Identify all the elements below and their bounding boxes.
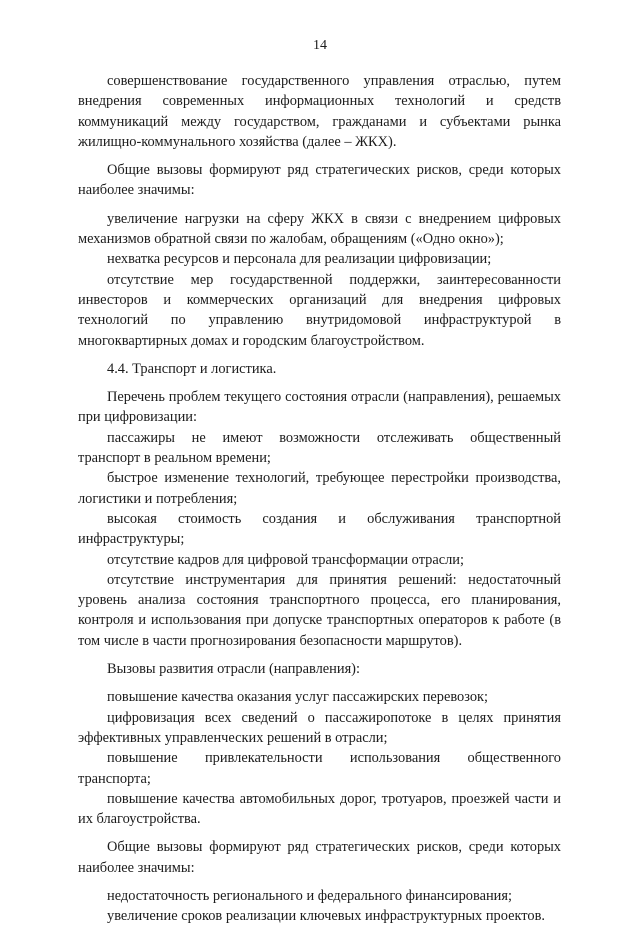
paragraph-risks-intro-2: Общие вызовы формируют ряд стратегических рисков, среди которых наиболее значимы:	[78, 839, 561, 876]
paragraph-problem-tracking: пассажиры не имеют возможности отслеживать общественный транспорт в реальном времени;	[78, 429, 561, 467]
paragraph-egov-improvement: совершенствование государственного управления отраслью, путем внедрения современных информационных технологий и средств коммуникаций между государством, гражданами и субъектами рынка жилищно-коммунального хозяйства (далее – ЖКХ).	[78, 73, 561, 150]
paragraph-challenge-quality: повышение качества оказания услуг пассажирских перевозок;	[107, 689, 489, 706]
section-heading-transport: 4.4. Транспорт и логистика.	[107, 360, 277, 377]
document-body	[78, 71, 561, 927]
paragraph-risk-resources: нехватка ресурсов и персонала для реализации цифровизации;	[107, 251, 492, 268]
page-number: 14	[313, 38, 327, 53]
paragraph-challenge-attractiveness: повышение привлекательности использования общественного транспорта;	[78, 750, 561, 787]
paragraph-risk-load: увеличение нагрузки на сферу ЖКХ в связи с внедрением цифровых механизмов обратной связи по жалобам, обращениям («Одно окно»);	[78, 210, 561, 248]
paragraph-problem-tools: отсутствие инструментария для принятия решений: недостаточный уровень анализа состояния транспортного процесса, его планирования, контроля и использования при допуске транспортных операторов к работе (в том числе в части прогнозирования безопасности маршрутов).	[78, 571, 561, 649]
paragraph-problems-intro: Перечень проблем текущего состояния отрасли (направления), решаемых при цифровизации:	[78, 389, 561, 426]
paragraph-challenges-intro: Вызовы развития отрасли (направления):	[107, 661, 360, 678]
paragraph-problem-cost: высокая стоимость создания и обслуживания транспортной инфраструктуры;	[78, 510, 561, 548]
paragraph-challenge-digitization: цифровизация всех сведений о пассажиропотоке в целях принятия эффективных управленческих решений в отрасли;	[78, 709, 561, 746]
paragraph-risk-delays: увеличение сроков реализации ключевых инфраструктурных проектов.	[107, 908, 545, 925]
paragraph-challenge-roads: повышение качества автомобильных дорог, тротуаров, проезжей части и их благоустройства.	[78, 790, 561, 828]
paragraph-problem-staff: отсутствие кадров для цифровой трансформации отрасли;	[107, 551, 465, 568]
paragraph-problem-tech-change: быстрое изменение технологий, требующее перестройки производства, логистики и потребления;	[78, 470, 561, 507]
paragraph-risks-intro: Общие вызовы формируют ряд стратегических рисков, среди которых наиболее значимы:	[78, 162, 561, 199]
paragraph-risk-support: отсутствие мер государственной поддержки, заинтересованности инвесторов и коммерческих организаций для внедрения цифровых технологий по управлению внутридомовой инфраструктурой в многоквартирных домах и городским благоустройством.	[78, 271, 561, 349]
paragraph-risk-funding: недостаточность регионального и федерального финансирования;	[107, 887, 512, 904]
